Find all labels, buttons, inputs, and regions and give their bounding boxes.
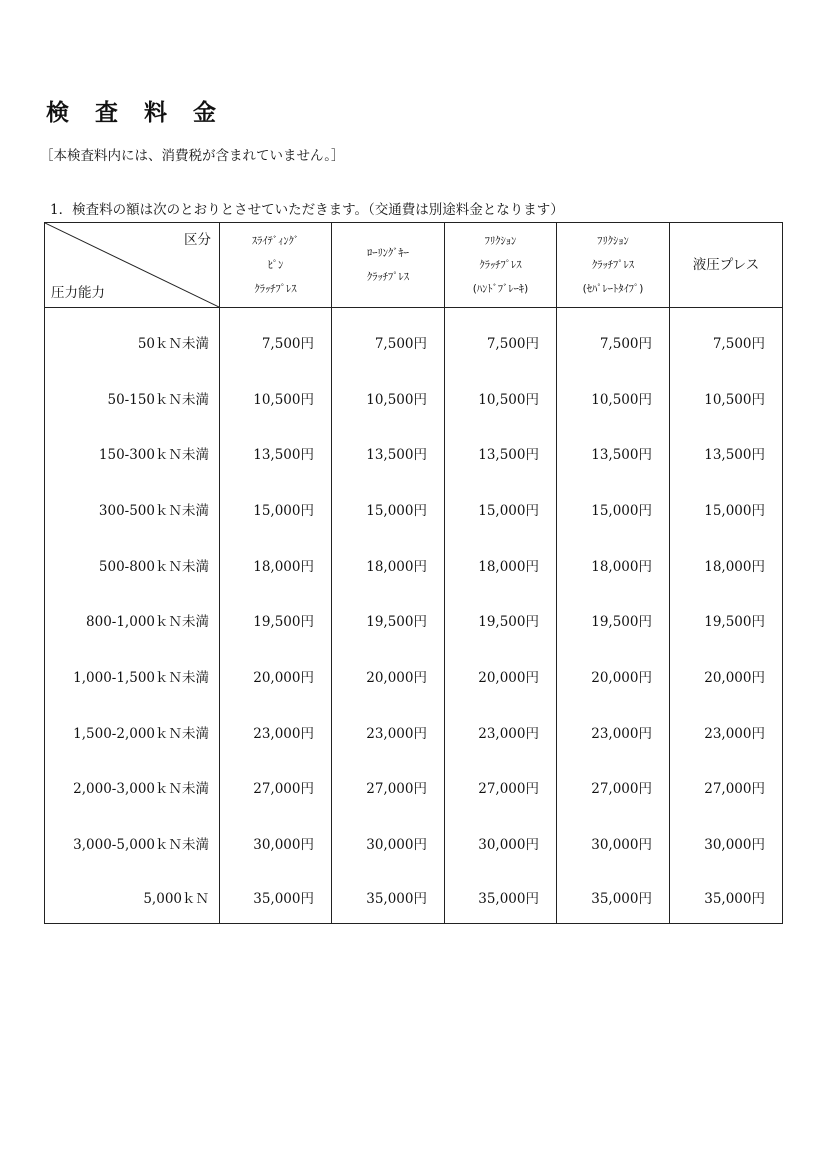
fee-cell: 23,000円	[557, 704, 670, 760]
column-header-line: ｽﾗｲﾃﾞｨﾝｸﾞ	[251, 235, 300, 247]
fee-cell: 10,500円	[332, 370, 445, 426]
fee-cell: 27,000円	[557, 760, 670, 816]
fee-cell: 13,500円	[445, 425, 557, 481]
fee-cell: 30,000円	[445, 815, 557, 871]
table-row	[45, 592, 783, 648]
table-row	[45, 648, 783, 704]
fee-cell: 35,000円	[557, 871, 670, 924]
capacity-cell: 3,000-5,000ｋＮ未満	[45, 815, 220, 871]
column-header-line: (ｾﾊﾟﾚｰﾄﾀｲﾌﾟ)	[582, 283, 644, 295]
column-header-line: (ﾊﾝﾄﾞﾌﾞﾚｰｷ)	[472, 283, 529, 295]
fee-cell: 10,500円	[445, 370, 557, 426]
table-row	[45, 481, 783, 537]
fee-cell: 7,500円	[332, 308, 445, 370]
column-header-line: ﾌﾘｸｼｮﾝ	[484, 235, 517, 247]
fee-cell: 13,500円	[557, 425, 670, 481]
column-header-sliding-pin	[220, 223, 332, 308]
table-row	[45, 537, 783, 593]
column-header-friction-separate	[557, 223, 670, 308]
fee-cell: 30,000円	[220, 815, 332, 871]
fee-cell: 23,000円	[332, 704, 445, 760]
fee-cell: 18,000円	[557, 537, 670, 593]
capacity-cell: 50-150ｋＮ未満	[45, 370, 220, 426]
fee-cell: 27,000円	[220, 760, 332, 816]
capacity-cell: 2,000-3,000ｋＮ未満	[45, 760, 220, 816]
fee-cell: 18,000円	[670, 537, 783, 593]
category-label: 区分	[184, 232, 211, 248]
table-row	[45, 871, 783, 924]
fee-cell: 35,000円	[220, 871, 332, 924]
fee-cell: 23,000円	[445, 704, 557, 760]
fee-cell: 20,000円	[445, 648, 557, 704]
table-body	[45, 308, 783, 924]
fee-cell: 20,000円	[670, 648, 783, 704]
page-title: 検 査 料 金	[46, 100, 226, 126]
fee-cell: 15,000円	[670, 481, 783, 537]
tax-note: ［本検査料内には、消費税が含まれていません。］	[40, 148, 345, 164]
fee-cell: 18,000円	[220, 537, 332, 593]
fee-cell: 7,500円	[670, 308, 783, 370]
fee-cell: 7,500円	[445, 308, 557, 370]
fee-cell: 19,500円	[670, 592, 783, 648]
fee-cell: 27,000円	[332, 760, 445, 816]
corner-cell	[45, 223, 220, 308]
table-row	[45, 704, 783, 760]
fee-cell: 27,000円	[445, 760, 557, 816]
capacity-cell: 50ｋＮ未満	[45, 308, 220, 370]
capacity-cell: 1,500-2,000ｋＮ未満	[45, 704, 220, 760]
column-header-line: ｸﾗｯﾁﾌﾟﾚｽ	[592, 259, 634, 271]
column-header-line: ﾛｰﾘﾝｸﾞｷｰ	[367, 247, 409, 259]
table-row	[45, 760, 783, 816]
fee-cell: 23,000円	[670, 704, 783, 760]
table-row	[45, 308, 783, 370]
pressure-capacity-label: 圧力能力	[51, 285, 105, 301]
fee-cell: 35,000円	[332, 871, 445, 924]
fee-cell: 10,500円	[557, 370, 670, 426]
section-heading: 1．検査料の額は次のとおりとさせていただきます。（交通費は別途料金となります）	[50, 202, 564, 218]
fee-cell: 7,500円	[557, 308, 670, 370]
fee-cell: 15,000円	[557, 481, 670, 537]
column-header-line: ﾌﾘｸｼｮﾝ	[597, 235, 629, 247]
fee-cell: 19,500円	[332, 592, 445, 648]
capacity-cell: 1,000-1,500ｋＮ未満	[45, 648, 220, 704]
capacity-cell: 300-500ｋＮ未満	[45, 481, 220, 537]
column-header-line: ﾋﾟﾝ	[267, 259, 284, 271]
fee-cell: 19,500円	[220, 592, 332, 648]
fee-cell: 35,000円	[670, 871, 783, 924]
fee-cell: 15,000円	[332, 481, 445, 537]
capacity-cell: 5,000ｋＮ	[45, 871, 220, 924]
fee-cell: 30,000円	[670, 815, 783, 871]
fee-cell: 13,500円	[670, 425, 783, 481]
fee-cell: 19,500円	[445, 592, 557, 648]
capacity-cell: 150-300ｋＮ未満	[45, 425, 220, 481]
capacity-cell: 500-800ｋＮ未満	[45, 537, 220, 593]
column-header-line: ｸﾗｯﾁﾌﾟﾚｽ	[479, 259, 522, 271]
fee-cell: 7,500円	[220, 308, 332, 370]
fee-cell: 23,000円	[220, 704, 332, 760]
fee-cell: 35,000円	[445, 871, 557, 924]
column-header-hydraulic-press	[670, 223, 783, 308]
inspection-fee-table	[44, 222, 783, 924]
column-header-rolling-key	[332, 223, 445, 308]
fee-cell: 20,000円	[332, 648, 445, 704]
table-row	[45, 815, 783, 871]
table-row	[45, 370, 783, 426]
column-header-line: ｸﾗｯﾁﾌﾟﾚｽ	[367, 271, 409, 283]
column-header-friction-hand-brake	[445, 223, 557, 308]
fee-cell: 30,000円	[557, 815, 670, 871]
fee-cell: 13,500円	[220, 425, 332, 481]
fee-cell: 30,000円	[332, 815, 445, 871]
fee-cell: 13,500円	[332, 425, 445, 481]
fee-cell: 15,000円	[220, 481, 332, 537]
capacity-cell: 800-1,000ｋＮ未満	[45, 592, 220, 648]
table-header	[45, 223, 783, 308]
header-row	[45, 223, 783, 308]
fee-cell: 18,000円	[445, 537, 557, 593]
fee-cell: 15,000円	[445, 481, 557, 537]
fee-cell: 18,000円	[332, 537, 445, 593]
fee-cell: 20,000円	[557, 648, 670, 704]
column-header-line: ｸﾗｯﾁﾌﾟﾚｽ	[254, 283, 297, 295]
fee-cell: 19,500円	[557, 592, 670, 648]
column-header-line: 液圧プレス	[692, 257, 760, 273]
table-row	[45, 425, 783, 481]
fee-cell: 10,500円	[670, 370, 783, 426]
fee-cell: 27,000円	[670, 760, 783, 816]
fee-cell: 10,500円	[220, 370, 332, 426]
fee-cell: 20,000円	[220, 648, 332, 704]
